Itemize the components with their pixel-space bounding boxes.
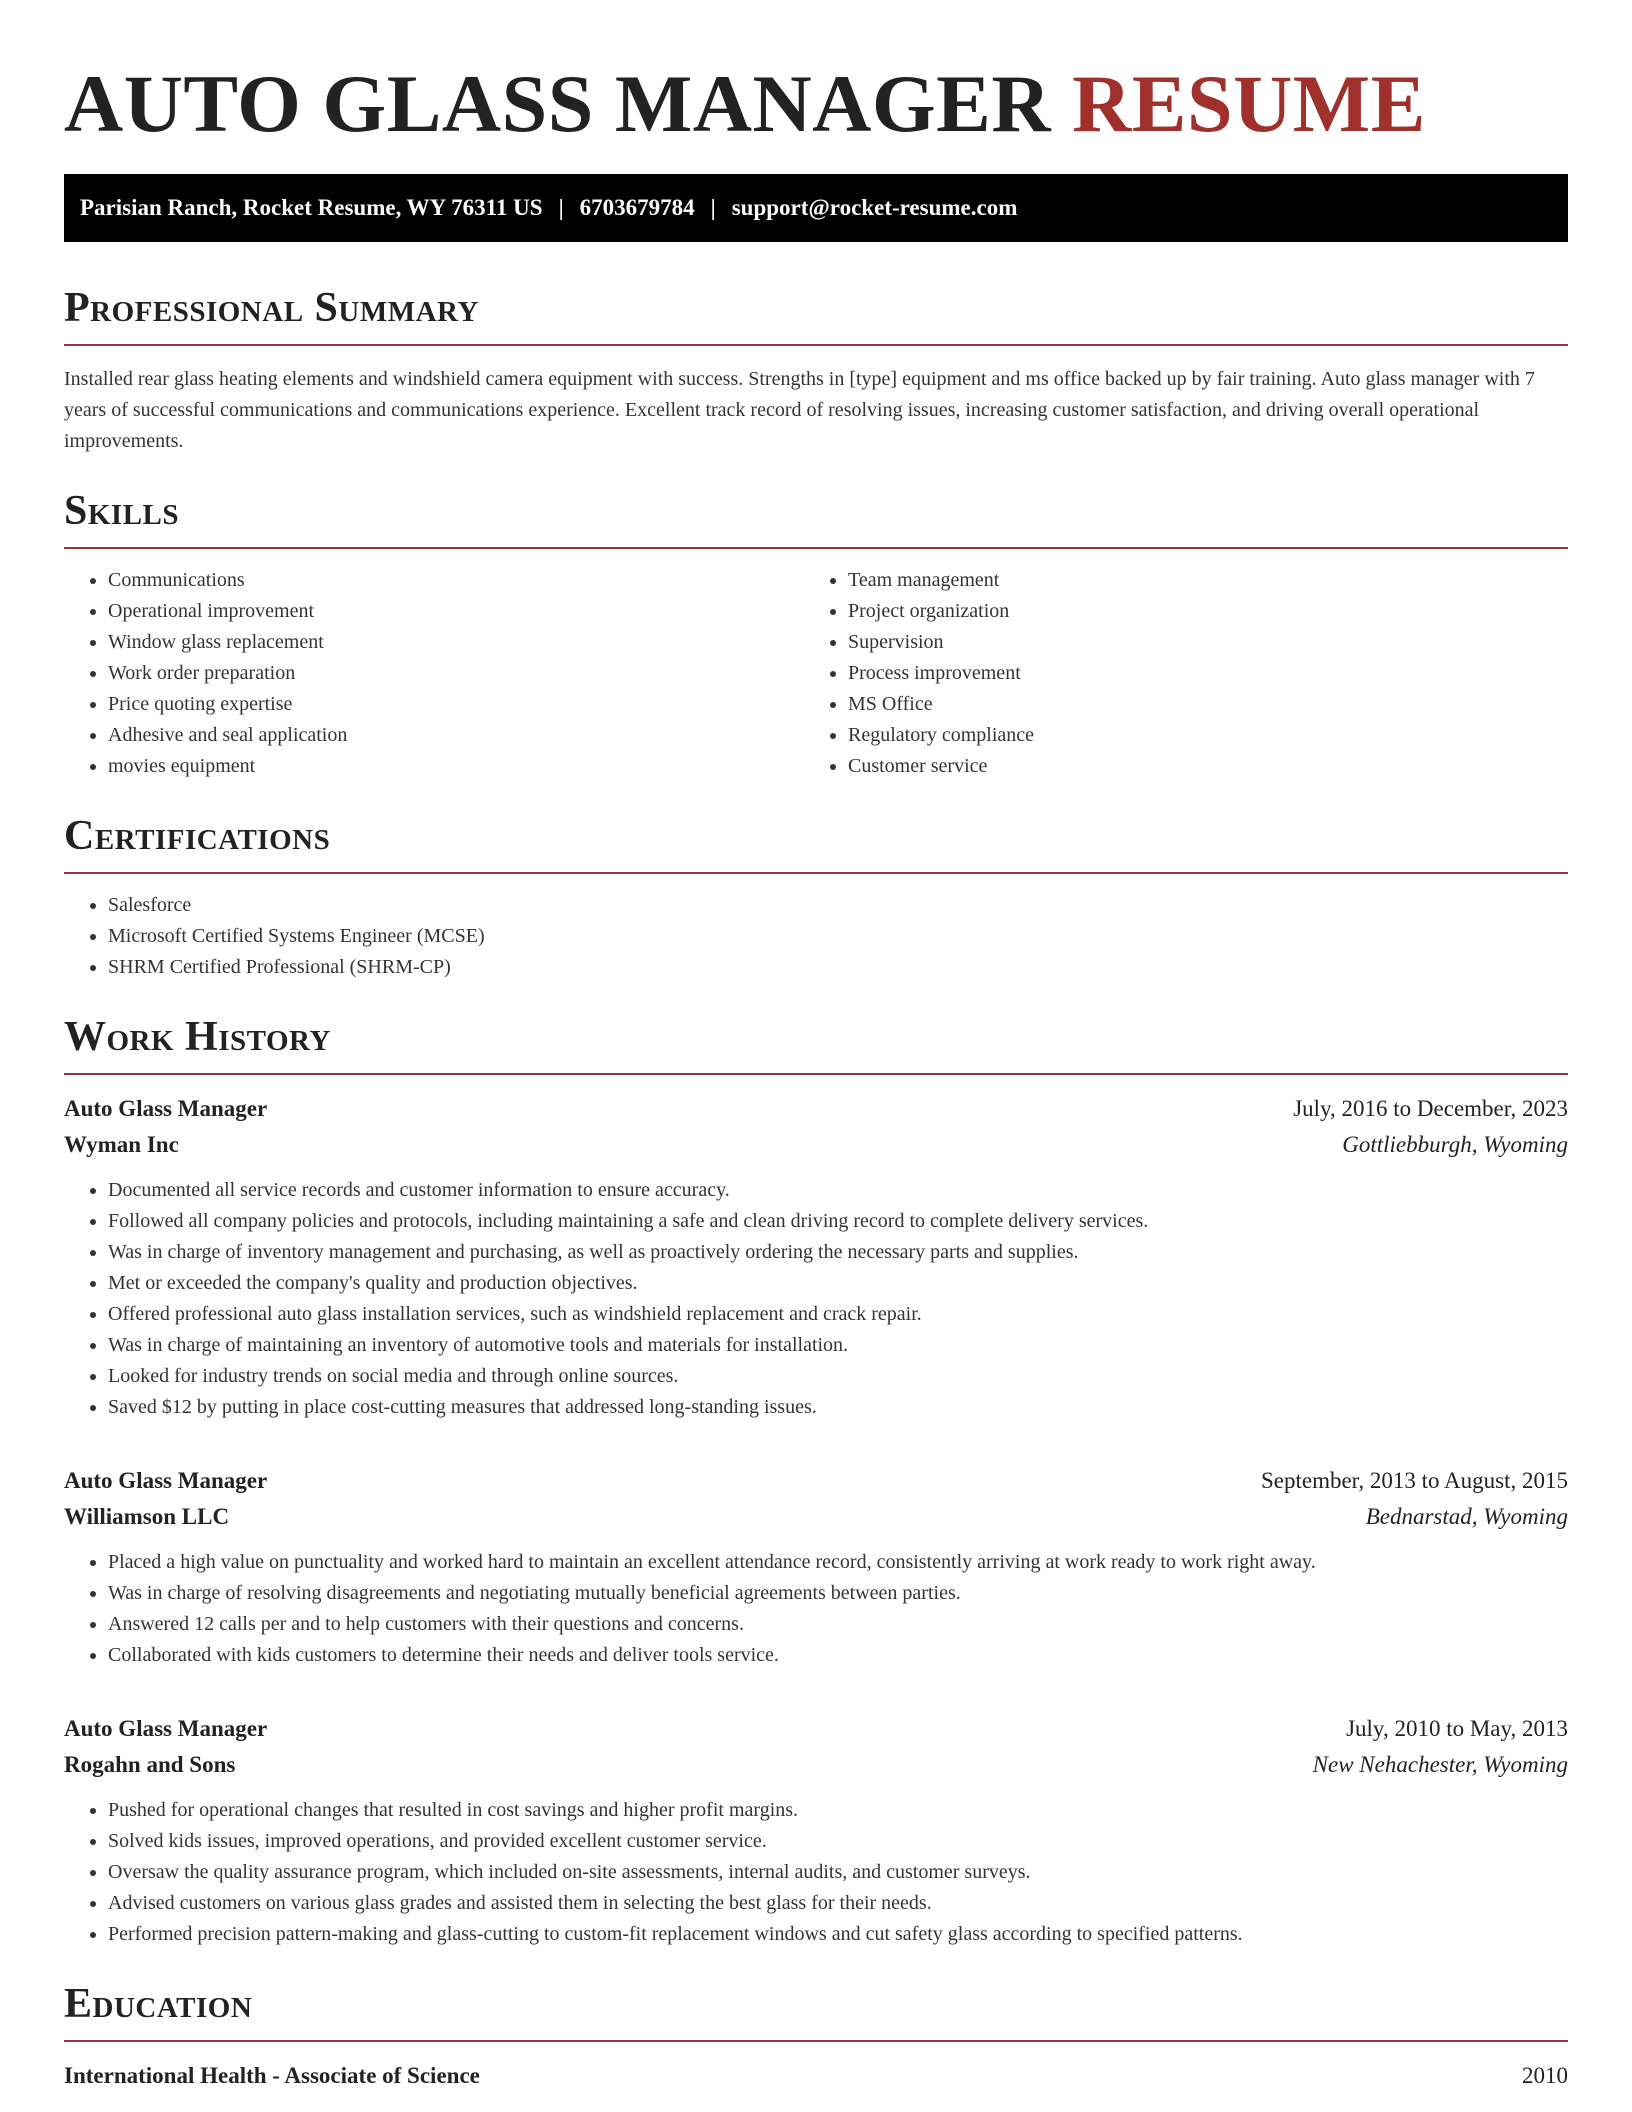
contact-email: support@rocket-resume.com	[731, 195, 1018, 220]
job-company-row	[64, 1127, 1568, 1163]
contact-address: Parisian Ranch, Rocket Resume, WY 76311 US	[80, 195, 543, 220]
summary-text: Installed rear glass heating elements and windshield camera equipment with success. Strengths in [type] equipment and ms office backed up by fair training. Auto glass manager with 7 years of successful communications and communications experience. Excellent track record of resolving issues, increasing customer satisfaction, and driving overall operational improvements.	[64, 368, 1535, 452]
job-header-row	[64, 1463, 1568, 1499]
skill-item: • movies equipment	[108, 751, 804, 782]
job-header-row	[64, 1091, 1568, 1127]
work-history-heading: Work History	[64, 1011, 1568, 1075]
job-company-row	[64, 1499, 1568, 1535]
title-accent: RESUME	[1072, 58, 1426, 149]
skills-list-left	[64, 565, 804, 782]
skills-grid	[64, 565, 1568, 782]
job-duty-item: • Looked for industry trends on social media and through online sources.	[108, 1361, 1568, 1392]
skill-item: • Window glass replacement	[108, 627, 804, 658]
job-entry	[64, 1711, 1568, 1950]
skill-item: • Project organization	[848, 596, 1544, 627]
skills-list-right	[804, 565, 1544, 782]
job-duty-item: • Oversaw the quality assurance program, which included on-site assessments, internal audits, and customer surveys.	[108, 1857, 1568, 1888]
job-duty-item: • Was in charge of inventory management and purchasing, as well as proactively ordering the necessary parts and supplies.	[108, 1237, 1568, 1268]
job-location: Bednarstad, Wyoming	[1365, 1504, 1568, 1529]
job-duties-list	[64, 1547, 1568, 1671]
education-heading: Education	[64, 1978, 1568, 2042]
job-title: Auto Glass Manager	[64, 1716, 268, 1741]
skills-heading: Skills	[64, 485, 1568, 549]
skill-item: • Adhesive and seal application	[108, 720, 804, 751]
contact-separator: |	[558, 195, 564, 220]
job-title: Auto Glass Manager	[64, 1096, 268, 1121]
job-duty-item: • Saved $12 by putting in place cost-cutting measures that addressed long-standing issues.	[108, 1392, 1568, 1423]
certifications-heading: Certifications	[64, 810, 1568, 874]
title-main: AUTO GLASS MANAGER	[64, 58, 1052, 149]
job-company: Rogahn and Sons	[64, 1752, 236, 1777]
job-duties-list	[64, 1175, 1568, 1423]
certification-item: • Microsoft Certified Systems Engineer (MCSE)	[108, 921, 1568, 952]
job-entry	[64, 1463, 1568, 1671]
skills-column-left	[64, 565, 804, 782]
job-duty-item: • Placed a high value on punctuality and worked hard to maintain an excellent attendance record, consistently arriving at work ready to work right away.	[108, 1547, 1568, 1578]
job-duty-item: • Pushed for operational changes that resulted in cost savings and higher profit margins.	[108, 1795, 1568, 1826]
education-row	[64, 2058, 1568, 2094]
skill-item: • Operational improvement	[108, 596, 804, 627]
skill-item: • MS Office	[848, 689, 1544, 720]
job-title: Auto Glass Manager	[64, 1468, 268, 1493]
certification-item: • SHRM Certified Professional (SHRM-CP)	[108, 952, 1568, 983]
skill-item: • Process improvement	[848, 658, 1544, 689]
skill-item: • Customer service	[848, 751, 1544, 782]
skill-item: • Price quoting expertise	[108, 689, 804, 720]
contact-separator: |	[710, 195, 716, 220]
skill-item: • Supervision	[848, 627, 1544, 658]
certifications-list	[64, 890, 1568, 983]
resume-title	[64, 0, 1568, 150]
job-duty-item: • Was in charge of maintaining an inventory of automotive tools and materials for installation.	[108, 1330, 1568, 1361]
job-duty-item: • Advised customers on various glass grades and assisted them in selecting the best glass for their needs.	[108, 1888, 1568, 1919]
skills-column-right	[804, 565, 1544, 782]
certification-item: • Salesforce	[108, 890, 1568, 921]
job-location: Gottliebburgh, Wyoming	[1342, 1132, 1568, 1157]
job-duty-item: • Offered professional auto glass installation services, such as windshield replacement and crack repair.	[108, 1299, 1568, 1330]
education-entry	[64, 2058, 1568, 2094]
job-dates: July, 2010 to May, 2013	[1346, 1716, 1568, 1741]
job-duty-item: • Was in charge of resolving disagreements and negotiating mutually beneficial agreements between parties.	[108, 1578, 1568, 1609]
job-company: Williamson LLC	[64, 1504, 230, 1529]
job-duty-item: • Answered 12 calls per and to help customers with their questions and concerns.	[108, 1609, 1568, 1640]
contact-bar	[64, 174, 1568, 242]
skill-item: • Team management	[848, 565, 1544, 596]
skill-item: • Communications	[108, 565, 804, 596]
skill-item: • Work order preparation	[108, 658, 804, 689]
job-duty-item: • Performed precision pattern-making and glass-cutting to custom-fit replacement windows and cut safety glass according to specified patterns.	[108, 1919, 1568, 1950]
job-dates: July, 2016 to December, 2023	[1293, 1096, 1568, 1121]
job-duties-list	[64, 1795, 1568, 1950]
job-duty-item: • Collaborated with kids customers to determine their needs and deliver tools service.	[108, 1640, 1568, 1671]
contact-phone: 6703679784	[579, 195, 695, 220]
education-year: 2010	[1522, 2063, 1568, 2088]
job-duty-item: • Solved kids issues, improved operations, and provided excellent customer service.	[108, 1826, 1568, 1857]
job-duty-item: • Met or exceeded the company's quality and production objectives.	[108, 1268, 1568, 1299]
job-duty-item: • Followed all company policies and protocols, including maintaining a safe and clean driving record to complete delivery services.	[108, 1206, 1568, 1237]
job-dates: September, 2013 to August, 2015	[1260, 1468, 1568, 1493]
job-header-row	[64, 1711, 1568, 1747]
job-entry	[64, 1091, 1568, 1423]
job-location: New Nehachester, Wyoming	[1312, 1752, 1568, 1777]
skill-item: • Regulatory compliance	[848, 720, 1544, 751]
job-duty-item: • Documented all service records and customer information to ensure accuracy.	[108, 1175, 1568, 1206]
education-degree: International Health - Associate of Science	[64, 2063, 480, 2088]
job-company: Wyman Inc	[64, 1132, 179, 1157]
summary-heading: Professional Summary	[64, 282, 1568, 346]
job-company-row	[64, 1747, 1568, 1783]
